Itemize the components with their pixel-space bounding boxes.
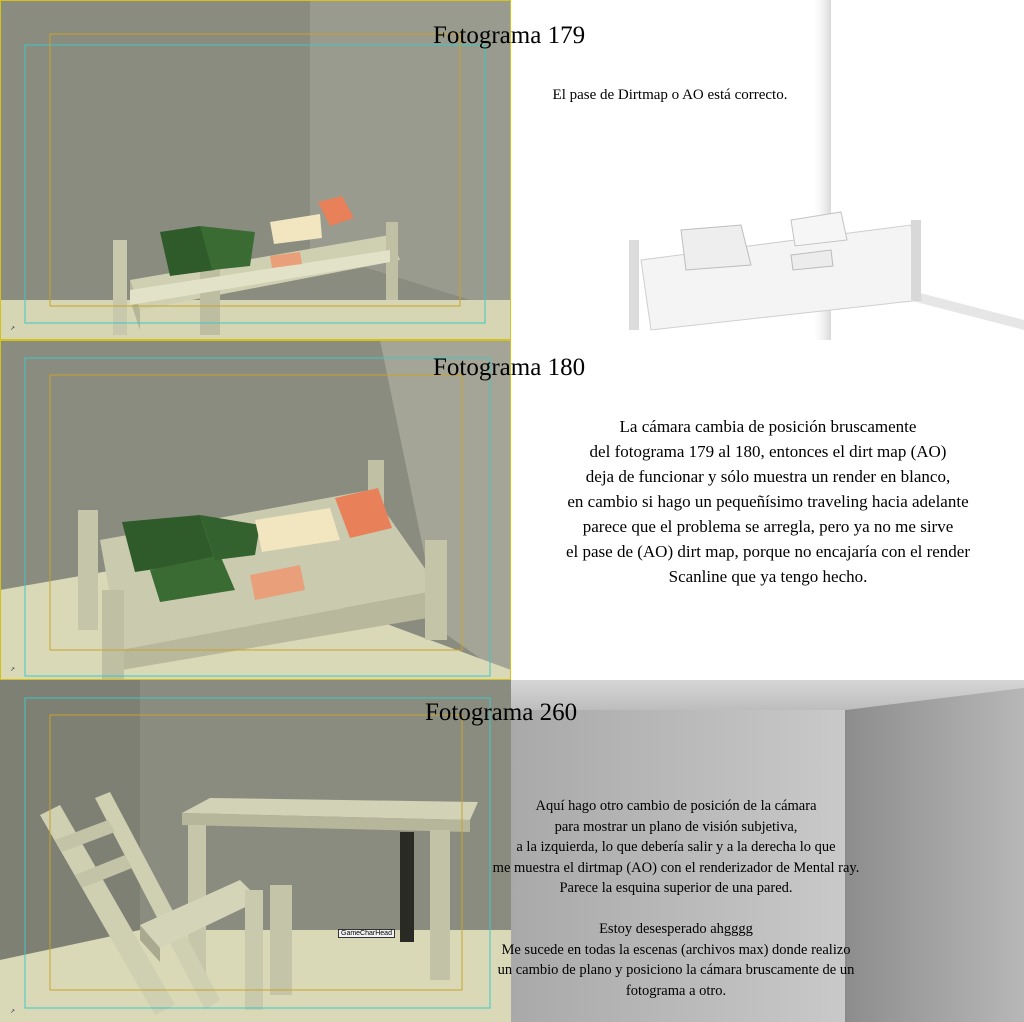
axis-gizmo-icon: ↗: [10, 667, 16, 673]
frame-179-title: Fotograma 179: [433, 22, 586, 49]
frame-180-title: Fotograma 180: [433, 354, 586, 381]
frame-180-note: La cámara cambia de posición bruscamente del fotograma 179 al 180, entonces el dirt map (AO) deja de funcionar y sólo muestra un render en blanco, en cambio si hago un pequeñísimo traveling hacia adelante parece que el problema se arregla, pero ya no me sirve el pase de (AO) dirt map, porque no encajaría con el render Scanline que ya tengo hecho.: [565, 417, 971, 586]
viewport-frame-260[interactable]: [0, 680, 511, 1022]
ao-render-frame-179-scene: [511, 0, 1024, 340]
viewport-frame-260-scene: [0, 680, 511, 1022]
frame-179-panel: [0, 0, 1024, 340]
viewport-frame-180[interactable]: [0, 340, 511, 680]
frame-260-note: Aquí hago otro cambio de posición de la cámara para mostrar un plano de visión subjetiva, a la izquierda, lo que debería salir y a la derecha lo que me muestra el dirtmap (AO) con el renderizador de Mental ray. Parece la esquina superior de una pared. Estoy desesperado ahgggg Me sucede en todas la escenas (archivos max) donde realizo un cambio de plano y posiciono la cámara bruscamente de un fotograma a otro.: [492, 798, 860, 999]
ao-render-frame-179: [511, 0, 1024, 340]
axis-gizmo-icon: ↗: [10, 1009, 16, 1015]
frame-260-title: Fotograma 260: [425, 699, 578, 726]
viewport-frame-180-scene: [0, 340, 511, 680]
axis-gizmo-icon: ↗: [10, 326, 16, 332]
frame-180-panel: [0, 340, 1024, 680]
viewport-frame-179-scene: [0, 0, 511, 340]
frame-260-panel: [0, 680, 1024, 1022]
object-label-tag[interactable]: GameCharHead: [338, 929, 395, 938]
viewport-frame-179[interactable]: [0, 0, 511, 340]
frame-179-note: El pase de Dirtmap o AO está correcto.: [552, 87, 788, 103]
